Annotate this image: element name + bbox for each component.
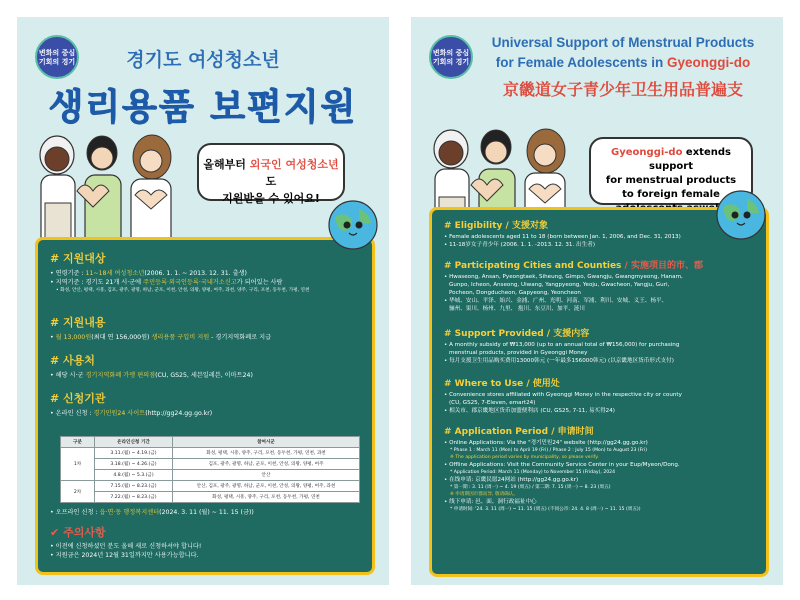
korean-poster	[17, 17, 389, 585]
eligibility-section: # Eligibility / 支援对象 • Female adolescents aged 11 to 18 (born between Jan. 1, 2006, and Dec. 31, 2013) • 11-18岁女子青少年 (2006. 1. 1. -2013. 12. 31. 出生者)	[444, 221, 681, 248]
caution-section: ✔ 주의사항 • 이전에 신청하셨던 분도 올해 새로 신청하셔야 합니다! • 지원금은 2024년 12월 31일까지만 사용가능합니다.	[50, 526, 202, 559]
table-row: 1차 3.11.(월) ~ 4.19.(금) 화성, 평택, 시흥, 양주, 구리, 포천, 동두천, 가평, 연천, 과천	[61, 448, 360, 459]
info-panel	[35, 237, 375, 575]
speech-bubble: Gyeonggi-do extends support for menstrual products to foreign female	[589, 137, 753, 205]
content-heading: # 지원내용	[50, 316, 106, 329]
table-row: 4.8.(월) ~ 5.3.(금) 안산	[61, 470, 360, 481]
table-row: 3.18.(월) ~ 4.26.(금) 김포, 광주, 광명, 하남, 군포, 이천, 안성, 의왕, 양평, 여주	[61, 459, 360, 470]
cities-section: # Participating Cities and Counties / 实施项目的市、郡 • Hwaseong, Ansan, Pyeongtaek, Siheung, Gimpo, Gwangju, Gwangmyeong, Hanam, Gunpo, Icheon, Anseong, Uiwang, Yangpyeong, Yeoju, Gwacheon, Yangju, Guri, Pocheon, Dongducheon, Gapyeong, Yeoncheon • 华城、安山、平泽、始兴、金浦、广州、光明、河南、军浦、利川、安城、义王、杨平、 骊州、果川、杨州、九里、 抱川、东豆川、加平、涟川	[444, 261, 703, 312]
poster-title: 생리용품 보편지원	[48, 87, 358, 128]
info-panel	[429, 207, 769, 577]
where-heading: # Where to Use	[444, 379, 524, 389]
table-row: 2차 7.15.(월) ~ 8.23.(금) 안산, 김포, 광주, 광명, 하남, 군포, 이천, 안성, 의왕, 양평, 여주, 과천	[61, 481, 360, 492]
english-poster	[411, 17, 783, 585]
content-section: # 지원내용 • 월 13,000원(최대 연 156,000원) 생리용품 구입비 지원 - 경기지역화폐로 지급	[50, 314, 370, 342]
poster-title-chinese: 京畿道女子青少年卫生用品普遍支	[502, 80, 743, 99]
table-header: 참여시군	[173, 437, 360, 448]
where-section: # Where to Use / 使用处 • Convenience stores affiliated with Gyeonggi Money in the respective city or county (CU, GS25, 7-Eleven, emart24) • 相关市、郡京畿地区货币加盟便利店 (CU, GS25, 7-11, 易买得24)	[444, 379, 682, 414]
three-girls-illustration	[27, 125, 197, 255]
table-header: 온라인신청 기간	[95, 437, 173, 448]
check-icon: ✔	[50, 526, 60, 539]
support-section: # Support Provided / 支援内容 • A monthly subsidy of ₩13,000 (up to an annual total of ₩156,000) for purchasing menstrual products, provided in Gyeonggi Money • 每月支援卫生用品购买费用13000韩元 (一年最多156000韩元) (以京畿地区货币形式支付)	[444, 329, 680, 364]
target-section: # 지원대상 • 연령기준 : 11~18세 여성청소년(2006. 1. 1. ~ 2013. 12. 31. 출생) • 지역기준 : 경기도 21개 시·군에 주민등록·외국인등록·국내거소신고가 되어있는 사람 • 화성, 안산, 평택, 시흥, 김포, 광주, 광명, 하남, 군포, 이천, 안성, 의왕, 양평, 여주, 과천, 양주, 구리, 포천, 동두천, 가평, 연천	[50, 250, 370, 294]
period-heading: # Application Period	[444, 427, 549, 437]
table-header: 구분	[61, 437, 95, 448]
poster-subtitle: 경기도 여성청소년	[126, 49, 280, 71]
speech-bubble: 올해부터 외국인 여성청소년도 지원받을 수 있어요!	[197, 143, 345, 201]
usage-section: # 사용처 • 해당 시·군 경기지역화폐 가맹 편의점(CU, GS25, 세븐일레븐, 이마트24)	[50, 352, 370, 380]
caution-heading: 주의사항	[63, 526, 106, 539]
support-heading: # Support Provided	[444, 329, 544, 339]
offline-apply: • 오프라인 신청 : 읍·면·동 행정복지센터(2024. 3. 11 (월) ~ 11. 15 (금))	[50, 509, 254, 516]
period-section: # Application Period / 申请时间 • Online Applications: Via the "경기민원24" website (http://gg24.gg.go.kr) * Phase 1 : March 11 (Mon) to April 19 (Fri) / Phase 2 : July 15 (Mon) to August 23 (Fri) ※ The application period varies by municipality, so please verify. • Offline Applications: Visit the Community Service Center in your Eup/Myeon/Dong. * Application Period: March 11 (Monday) to November 15 (Friday), 2024 • 在线申请: 京畿民愿24网站 (http://gg24.gg.go.kr) * 第一期 : 3. 11 (周一) ~ 4. 19 (周五) / 第二期: 7. 15 (周一) ~ 8. 23 (周五) ※ 申请期因市郡而异, 敬请确认。 • 线下申请: 邑、面、洞行政福祉中心 * 申请时间: '24. 3. 11 (周一) ~ 11. 15 (周五) (不同公市: 24. 4. 8 (周一) ~ 11. 15 (周五))	[444, 427, 680, 512]
earth-mascot-illustration	[323, 195, 385, 257]
poster-title: Universal Support of Menstrual Products for Female Adolescents in Gyeonggi-do	[491, 35, 755, 70]
schedule-table	[60, 436, 360, 503]
apply-section: # 신청기관 • 온라인 신청 : 경기민원24 사이트(http://gg24.gg.go.kr)	[50, 390, 370, 418]
usage-heading: # 사용처	[50, 354, 95, 367]
earth-mascot-illustration	[711, 185, 773, 247]
apply-heading: # 신청기관	[50, 392, 106, 405]
cities-heading: # Participating Cities and Counties	[444, 261, 622, 271]
eligibility-heading: # Eligibility	[444, 221, 503, 231]
gyeonggi-logo: 변화의 중심 기회의 경기	[35, 35, 79, 79]
gyeonggi-logo: 변화의 중심 기회의 경기	[429, 35, 473, 79]
table-row: 7.22.(월) ~ 8.23.(금) 화성, 평택, 시흥, 양주, 구리, 포천, 동두천, 가평, 연천	[61, 492, 360, 503]
target-heading: # 지원대상	[50, 252, 106, 265]
